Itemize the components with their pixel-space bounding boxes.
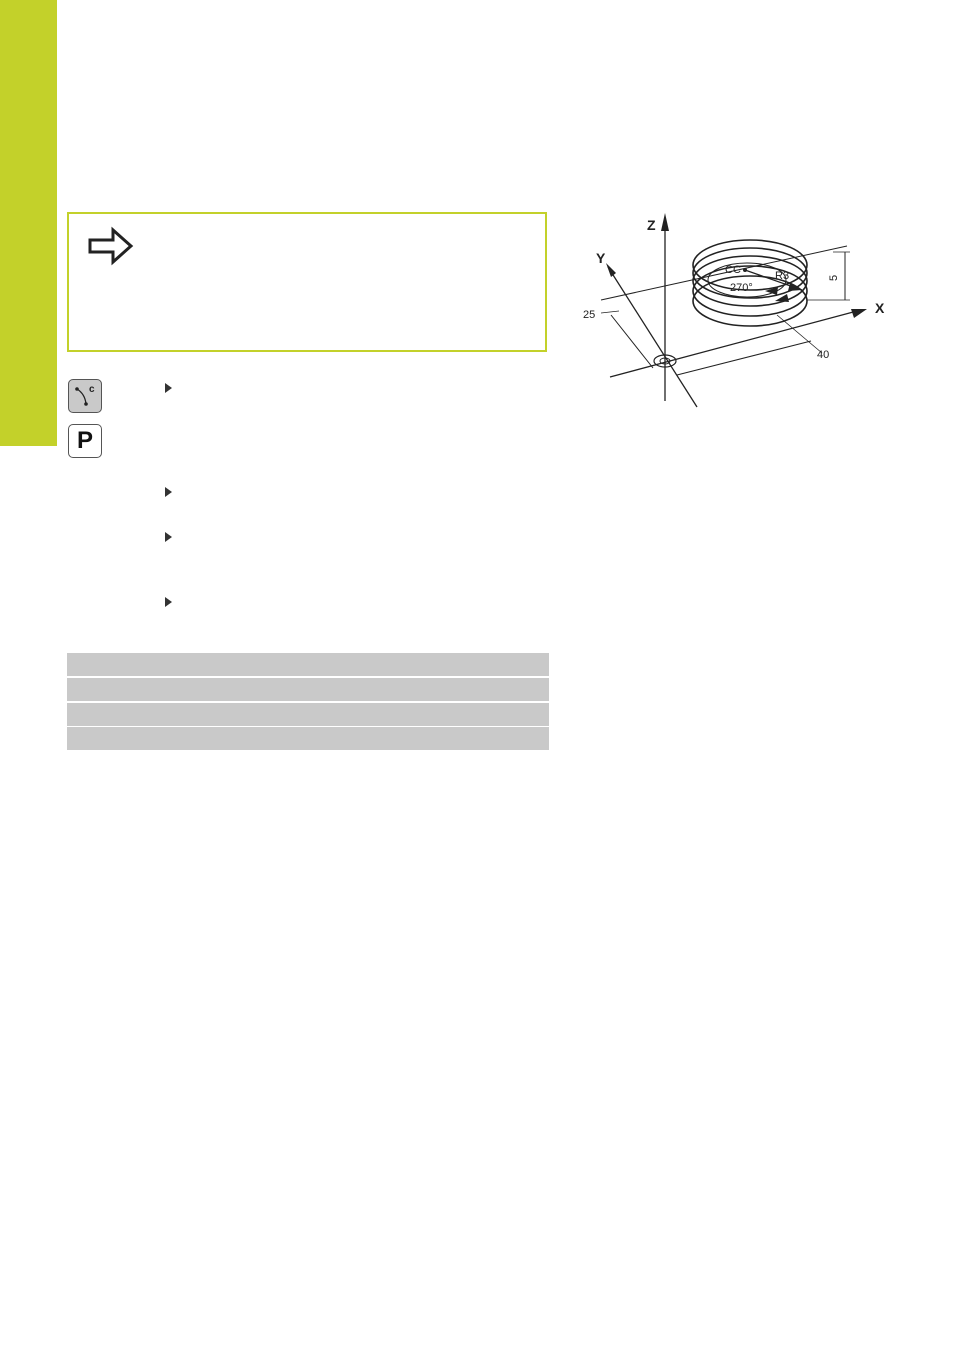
r3-label: R3 <box>775 270 790 282</box>
table-row <box>67 727 549 750</box>
x-axis-arrowhead <box>851 309 867 318</box>
extension-line-25 <box>601 311 619 313</box>
x-axis-label: X <box>875 300 885 316</box>
note-box <box>67 212 547 352</box>
step-bullet-1 <box>165 383 172 393</box>
dimension-line-40 <box>677 341 811 375</box>
y-axis-arrowhead <box>606 263 616 277</box>
z-axis-arrowhead <box>661 213 669 231</box>
y-axis-line <box>608 267 697 407</box>
circle-center-point <box>743 268 747 272</box>
dimension-line-25 <box>611 315 653 368</box>
svg-text:c: c <box>89 384 95 395</box>
table-row <box>67 653 549 676</box>
dimension-25-label: 25 <box>583 309 596 321</box>
reference-line <box>601 246 847 300</box>
x-axis-line <box>610 311 857 377</box>
table-row <box>67 678 549 701</box>
dimension-5-label: 5 <box>828 274 840 281</box>
circle-path-c-icon <box>69 380 100 411</box>
cc-label: CC <box>725 264 741 276</box>
radius-arrowhead <box>788 283 802 291</box>
y-axis-label: Y <box>596 250 606 266</box>
step-bullet-4 <box>165 597 172 607</box>
step-bullet-2 <box>165 487 172 497</box>
step-bullet-3 <box>165 532 172 542</box>
dimension-40-label: 40 <box>817 349 830 361</box>
arrow-right-outline-icon <box>87 226 135 266</box>
chapter-side-tab <box>0 0 57 446</box>
polar-key-label: P <box>76 427 93 454</box>
table-row <box>67 703 549 726</box>
z-axis-label: Z <box>647 217 656 233</box>
angle-270-label: 270° <box>730 282 753 294</box>
polar-coordinates-p-key[interactable] <box>68 424 102 458</box>
circle-path-c-key[interactable] <box>68 379 102 413</box>
helix-diagram <box>575 205 895 415</box>
